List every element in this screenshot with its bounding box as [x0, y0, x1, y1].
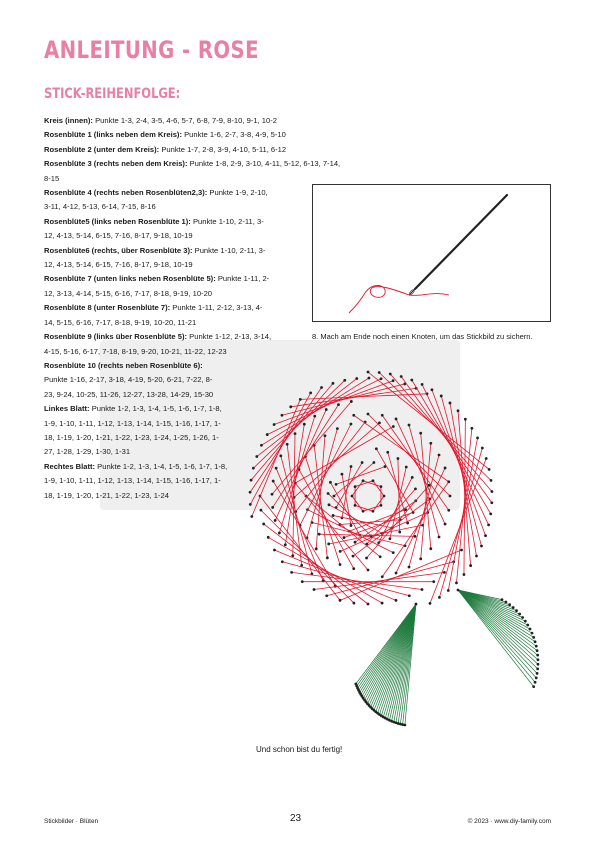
step-item: Rosenblüte 8 (unter Rosenblüte 7): Punkte 1-11, 2-12, 3-13, 4-14, 5-15, 6-16, 7-17, 8-18, 9-19, 10-20, 11-21 — [44, 303, 263, 327]
step-item: Rosenblüte 9 (links über Rosenblüte 5): Punkte 1-12, 2-13, 3-14, 4-15, 5-16, 6-17, 7-18, 8-19, 9-20, 10-21, 11-22, 12-23 — [44, 332, 272, 356]
step-item: Kreis (innen): Punkte 1-3, 2-4, 3-5, 4-6, 5-7, 6-8, 7-9, 8-10, 9-1, 10-2 — [44, 116, 277, 125]
step-item: Rosenblüte 10 (rechts neben Rosenblüte 6): Punkte 1-16, 2-17, 3-18, 4-19, 5-20, 6-21, 7-22, 8-23, 9-24, 10-25, 11-26, 12-27, 13-28, 14-29, 15-30 — [44, 360, 214, 399]
step-item: Rosenblüte6 (rechts, über Rosenblüte 3): Punkte 1-10, 2-11, 3-12, 4-13, 5-14, 6-15, 7-16, 8-17, 9-18, 10-19 — [44, 245, 266, 270]
step-item: Linkes Blatt: Punkte 1-2, 1-3, 1-4, 1-5, 1-6, 1-7, 1-8, 1-9, 1-10, 1-11, 1-12, 1-13, 1-14, 1-15, 1-16, 1-17, 1-18, 1-19, 1-20, 1-21, 1-22, 1-23, 1-24, 1-25, 1-26, 1-27, 1-28, 1-29, 1-30, 1-31 — [44, 404, 222, 457]
needle-illustration — [312, 184, 551, 322]
step-item: Rosenblüte 3 (rechts neben dem Kreis): Punkte 1-8, 2-9, 3-10, 4-11, 5-12, 6-13, 7-14, 8-15 — [44, 159, 341, 183]
footer-left: Stickbilder · Blüten — [44, 818, 99, 825]
step-item: Rosenblüte 7 (unten links neben Rosenblüte 5): Punkte 1-11, 2-12, 3-13, 4-14, 5-15, 6-16, 7-17, 8-18, 9-19, 10-20 — [44, 274, 270, 298]
page-title: ANLEITUNG - ROSE — [44, 36, 259, 64]
step-item: Rosenblüte 2 (unter dem Kreis): Punkte 1-7, 2-8, 3-9, 4-10, 5-11, 6-12 — [44, 144, 287, 154]
section-subtitle: STICK-REIHENFOLGE: — [44, 86, 181, 102]
step-item: Rosenblüte5 (links neben Rosenblüte 1): Punkte 1-10, 2-11, 3-12, 4-13, 5-14, 6-15, 7-16, 8-17, 9-18, 10-19 — [44, 216, 264, 241]
page-number: 23 — [290, 813, 302, 824]
rose-string-art — [236, 362, 572, 752]
needle-icon — [313, 185, 550, 321]
finish-text: Und schon bist du fertig! — [256, 745, 343, 754]
step-item: Rechtes Blatt: Punkte 1-2, 1-3, 1-4, 1-5, 1-6, 1-7, 1-8, 1-9, 1-10, 1-11, 1-12, 1-13, 1-14, 1-15, 1-16, 1-17, 1-18, 1-19, 1-20, 1-21, 1-22, 1-23, 1-24 — [44, 461, 228, 500]
step-item: Rosenblüte 1 (links neben dem Kreis): Punkte 1-6, 2-7, 3-8, 4-9, 5-10 — [44, 130, 286, 140]
step-item: Rosenblüte 4 (rechts neben Rosenblüten2,3): Punkte 1-9, 2-10, 3-11, 4-12, 5-13, 6-14, 7-15, 8-16 — [44, 188, 268, 212]
footer-right: © 2023 · www.diy-family.com — [467, 818, 551, 825]
image-caption: 8. Mach am Ende noch einen Knoten, um das Stickbild zu sichern. — [312, 332, 533, 341]
